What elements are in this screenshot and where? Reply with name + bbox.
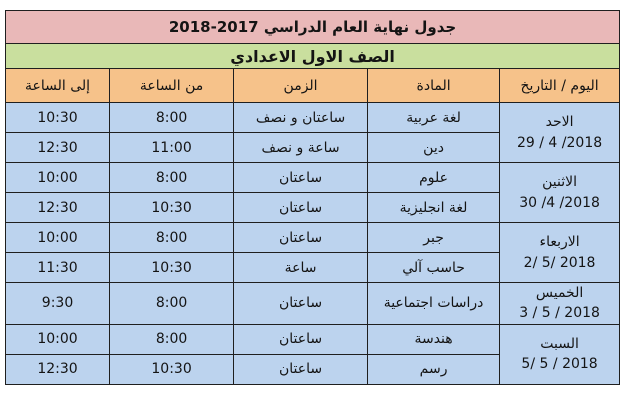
duration-cell: ساعتان (234, 354, 368, 384)
subject-cell: جبر (368, 223, 500, 253)
subject-cell: دين (368, 133, 500, 163)
subject-cell: حاسب آلي (368, 253, 500, 283)
day-date-cell (500, 324, 620, 384)
to-time-cell: 12:30 (6, 133, 110, 163)
schedule-row (6, 103, 620, 133)
from-time-cell: 8:00 (110, 223, 234, 253)
class-name: الصف الاول الاعدادي (6, 44, 620, 69)
subject-cell: لغة عربية (368, 103, 500, 133)
schedule-title: جدول نهاية العام الدراسي 2017-2018 (6, 11, 620, 44)
header-day-date: اليوم / التاريخ (500, 69, 620, 103)
day-name: الاثنين (542, 174, 577, 191)
duration-cell: ساعتان (234, 193, 368, 223)
header-row (6, 69, 620, 103)
to-time-cell: 10:00 (6, 223, 110, 253)
exam-date: 2018 / 5 / 3 (519, 305, 600, 322)
exam-date: 2018/ 4 / 29 (516, 134, 603, 151)
day-date-cell (500, 283, 620, 325)
to-time-cell: 12:30 (6, 193, 110, 223)
day-name: الخميس (535, 285, 584, 301)
from-time-cell: 8:00 (110, 324, 234, 354)
from-time-cell: 10:30 (110, 354, 234, 384)
duration-cell: ساعتان (234, 163, 368, 193)
from-time-cell: 8:00 (110, 103, 234, 133)
duration-cell: ساعة (234, 253, 368, 283)
exam-date: 2018 / 5 /5 (521, 356, 598, 373)
subject-cell: رسم (368, 354, 500, 384)
day-name: الاحد (545, 114, 574, 131)
subject-cell: هندسة (368, 324, 500, 354)
schedule-row (6, 223, 620, 253)
exam-date: 2018/ 4/ 30 (519, 194, 600, 211)
duration-cell: ساعتان و نصف (234, 103, 368, 133)
subject-cell: لغة انجليزية (368, 193, 500, 223)
to-time-cell: 10:30 (6, 103, 110, 133)
duration-cell: ساعة و نصف (234, 133, 368, 163)
exam-date: 2018 /5 /2 (523, 254, 596, 271)
from-time-cell: 8:00 (110, 163, 234, 193)
to-time-cell: 12:30 (6, 354, 110, 384)
to-time-cell: 10:00 (6, 324, 110, 354)
day-date-cell (500, 103, 620, 163)
duration-cell: ساعتان (234, 283, 368, 325)
schedule-row (6, 163, 620, 193)
subject-cell: دراسات اجتماعية (368, 283, 500, 325)
duration-cell: ساعتان (234, 324, 368, 354)
duration-cell: ساعتان (234, 223, 368, 253)
schedule-row (6, 324, 620, 354)
schedule-row (6, 283, 620, 325)
exam-schedule-table (5, 10, 620, 385)
day-name: السبت (540, 335, 579, 352)
header-subject: المادة (368, 69, 500, 103)
from-time-cell: 8:00 (110, 283, 234, 325)
to-time-cell: 11:30 (6, 253, 110, 283)
from-time-cell: 10:30 (110, 253, 234, 283)
day-date-cell (500, 223, 620, 283)
day-date-cell (500, 163, 620, 223)
subject-cell: علوم (368, 163, 500, 193)
to-time-cell: 10:00 (6, 163, 110, 193)
from-time-cell: 11:00 (110, 133, 234, 163)
header-duration: الزمن (234, 69, 368, 103)
from-time-cell: 10:30 (110, 193, 234, 223)
class-row (6, 44, 620, 69)
day-name: الاربعاء (539, 234, 580, 251)
title-row (6, 11, 620, 44)
header-to-time: إلى الساعة (6, 69, 110, 103)
to-time-cell: 9:30 (6, 283, 110, 325)
header-from-time: من الساعة (110, 69, 234, 103)
